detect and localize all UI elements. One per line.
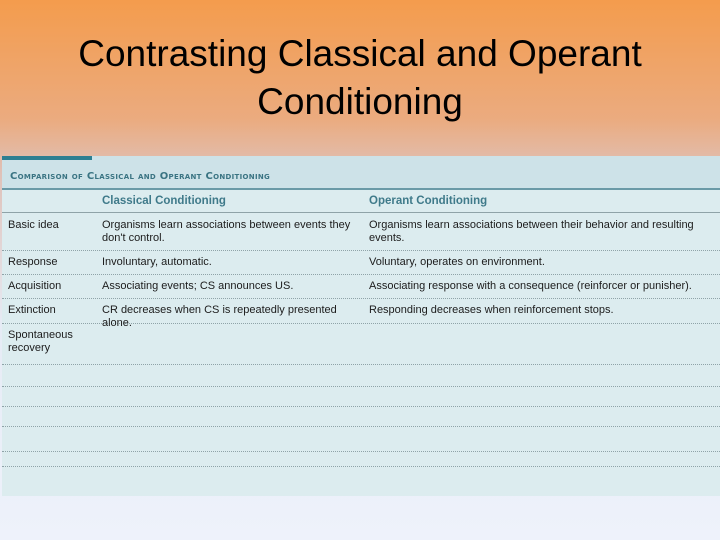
slide-title-line-1: Contrasting Classical and Operant (78, 33, 642, 74)
column-header-classical: Classical Conditioning (102, 195, 226, 207)
empty-row-divider (2, 426, 720, 427)
classical-cell: Organisms learn associations between events they don't control. (102, 219, 351, 244)
table-row (2, 299, 720, 329)
row-label: Extinction (8, 304, 56, 316)
operant-cell: Associating response with a consequence (reinforcer or punisher). (369, 280, 692, 292)
row-label: Basic idea (8, 219, 59, 231)
row-label: Acquisition (8, 280, 62, 292)
classical-cell: CR decreases when CS is repeatedly presented alone. (102, 304, 337, 329)
slide-title-line-2: Conditioning (257, 81, 463, 122)
comparison-table (2, 156, 720, 496)
table-header-bar (2, 156, 720, 190)
table-row (2, 251, 720, 275)
slide-title (0, 30, 720, 126)
column-header-operant: Operant Conditioning (369, 195, 488, 207)
operant-cell: Voluntary, operates on environment. (369, 256, 545, 268)
classical-cell: Associating events; CS announces US. (102, 280, 294, 292)
empty-row-divider (2, 451, 720, 452)
operant-cell: Organisms learn associations between their behavior and resulting events. (369, 219, 694, 244)
row-label: Spontaneous recovery (8, 329, 73, 354)
classical-cell: Involuntary, automatic. (102, 256, 212, 268)
table-heading: Comparison of Classical and Operant Conditioning (10, 171, 271, 182)
row-label: Response (8, 256, 58, 268)
table-row (2, 214, 720, 251)
empty-row-divider (2, 406, 720, 407)
header-accent (2, 156, 92, 160)
operant-cell: Responding decreases when reinforcement stops. (369, 304, 614, 316)
empty-row-divider (2, 466, 720, 467)
table-row (2, 324, 720, 365)
empty-row-divider (2, 386, 720, 387)
header-divider (2, 212, 720, 213)
table-row (2, 275, 720, 299)
